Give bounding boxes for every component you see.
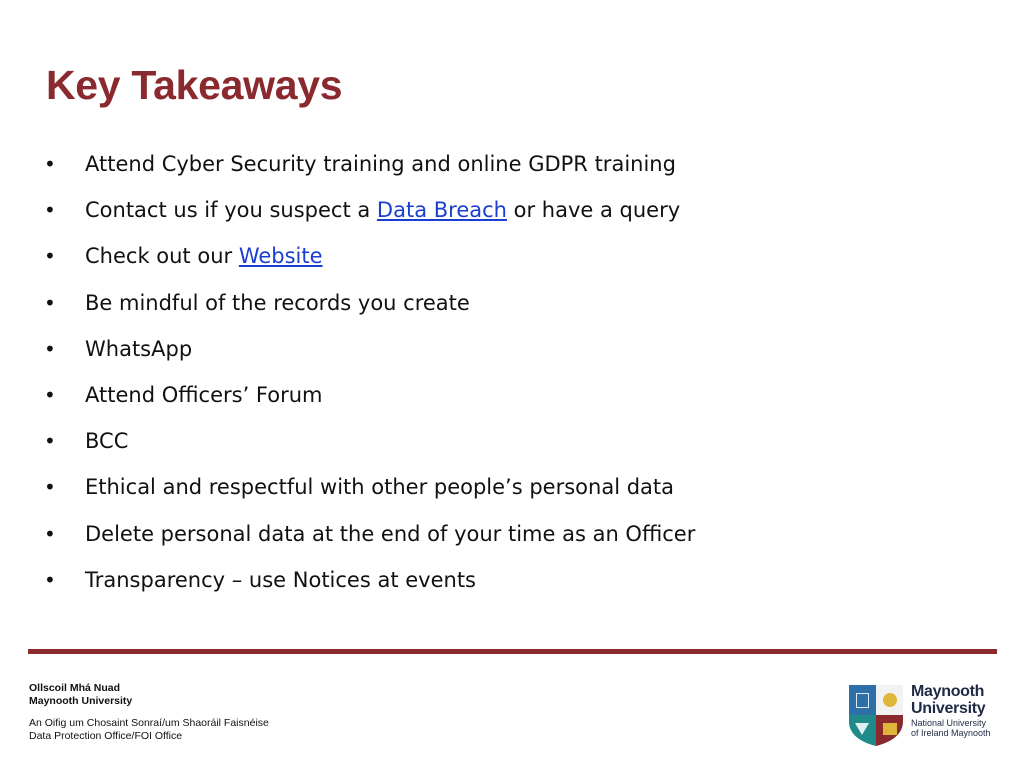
bullet-dot-icon: • [44,152,56,176]
footer-english-office: Data Protection Office/FOI Office [29,730,183,742]
bullet-dot-icon: • [44,336,56,361]
bullet-item [0,469,1024,515]
footer-english-name: Maynooth University [29,695,133,707]
bullet-text [85,192,680,228]
footer-irish-office: An Oifig um Chosaint Sonraí/um Shaoráil Faisnéise [29,717,269,729]
bullet-item [0,146,1024,192]
footer-divider [28,649,997,654]
bullet-item [0,331,1024,377]
bullet-text-segment: or have a query [506,198,681,223]
bullet-dot-icon: • [44,521,56,546]
footer-office-info [29,682,269,743]
logo-name-line1: Maynooth [911,683,985,700]
bullet-item [0,516,1024,562]
bullet-text [85,238,323,274]
bullet-dot-icon: • [44,475,56,500]
bullet-text [85,562,476,598]
bullet-text-segment: Contact us if you suspect a [85,198,377,223]
bullet-text-segment: Attend Officers’ Forum [85,382,323,407]
bullet-text [85,331,192,367]
takeaways-list [0,146,1024,608]
bullet-text [85,285,470,321]
website-link[interactable]: Website [238,244,323,269]
data-breach-link[interactable]: Data Breach [376,198,507,223]
bullet-text [85,469,674,505]
bullet-dot-icon: • [44,429,56,454]
bullet-item [0,377,1024,423]
logo-subtitle-line1: National University [911,718,987,728]
bullet-text [85,516,695,552]
bullet-item [0,285,1024,331]
logo-name-line2: University [911,700,986,717]
footer-irish-name: Ollscoil Mhá Nuad [29,682,121,694]
bullet-text [85,377,323,413]
bullet-text-segment: Check out our [85,244,239,269]
logo-wordmark [911,683,991,738]
bullet-item [0,562,1024,608]
bullet-text-segment: Delete personal data at the end of your time as an Officer [85,521,696,546]
bullet-dot-icon: • [44,567,56,592]
bullet-text [85,423,128,459]
bullet-text-segment: WhatsApp [85,336,193,361]
bullet-dot-icon: • [44,382,56,407]
bullet-text-segment: Transparency – use Notices at events [85,567,477,592]
slide-title: Key Takeaways [46,62,343,108]
bullet-item [0,192,1024,238]
logo-subtitle-line2: of Ireland Maynooth [911,728,991,738]
bullet-item [0,423,1024,469]
bullet-item [0,238,1024,284]
bullet-text-segment: Attend Cyber Security training and online GDPR training [85,152,676,176]
bullet-text-segment: Be mindful of the records you create [85,290,470,315]
bullet-dot-icon: • [44,290,56,315]
bullet-text-segment: BCC [85,429,129,454]
university-logo [847,683,997,749]
bullet-text-segment: Ethical and respectful with other people’s personal data [85,475,675,500]
university-crest-icon [847,683,905,747]
bullet-text [85,146,676,182]
bullet-dot-icon: • [44,244,56,269]
bullet-dot-icon: • [44,198,56,223]
